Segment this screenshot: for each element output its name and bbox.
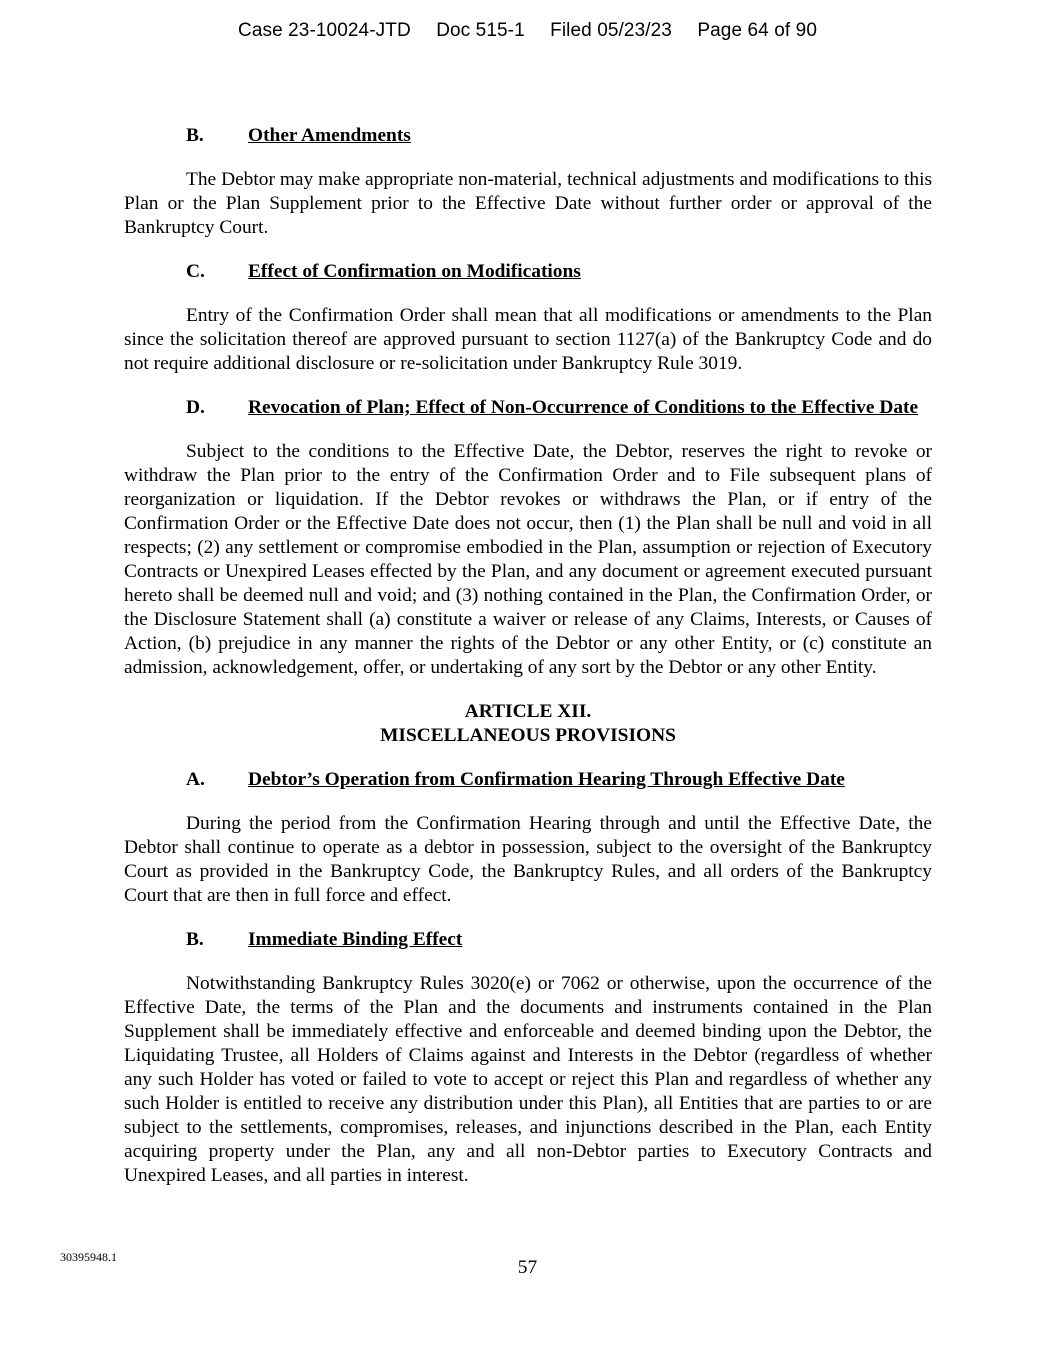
article-title: MISCELLANEOUS PROVISIONS: [380, 725, 676, 746]
section-title: Effect of Confirmation on Modifications: [248, 261, 581, 282]
article-number: ARTICLE XII.: [464, 701, 592, 722]
section-heading: [124, 396, 932, 420]
section-heading: [124, 124, 932, 148]
court-filing-header: [0, 20, 1055, 42]
page-number: 57: [517, 1257, 538, 1278]
case-number: Case 23-10024-JTD: [238, 20, 411, 41]
section-paragraph: Entry of the Confirmation Order shall mean that all modifications or amendments to the Plan since the solicitation thereof are approved pursuant to section 1127(a) of the Bankruptcy Code and do not require additional disclosure or re-solicitation under Bankruptcy Rule 3019.: [124, 305, 932, 374]
filed-date: Filed 05/23/23: [550, 20, 672, 41]
section-title: Immediate Binding Effect: [248, 929, 463, 950]
section-paragraph: Subject to the conditions to the Effective Date, the Debtor, reserves the right to revoke or withdraw the Plan prior to the entry of the Confirmation Order and to File subsequent plans of reorganization or liquidation. If the Debtor revokes or withdraws the Plan, or if entry of the Confirmation Order or the Effective Date does not occur, then (1) the Plan shall be null and void in all respects; (2) any settlement or compromise embodied in the Plan, assumption or rejection of Executory Contracts or Unexpired Leases effected by the Plan, and any document or agreement executed pursuant hereto shall be deemed null and void; and (3) nothing contained in the Plan, the Confirmation Order, or the Disclosure Statement shall (a) constitute a waiver or release of any Claims, Interests, or Causes of Action, (b) prejudice in any manner the rights of the Debtor or any other Entity, or (c) constitute an admission, acknowledgement, offer, or undertaking of any sort by the Debtor or any other Entity.: [124, 441, 932, 678]
section-paragraph: The Debtor may make appropriate non-material, technical adjustments and modifications to this Plan or the Plan Supplement prior to the Effective Date without further order or approval of the Bankruptcy Court.: [124, 169, 932, 238]
section-heading: [124, 260, 932, 284]
article-heading: [124, 700, 932, 748]
document-id: 30395948.1: [60, 1250, 117, 1264]
section-number: C.: [186, 261, 205, 282]
section-paragraph: Notwithstanding Bankruptcy Rules 3020(e) or 7062 or otherwise, upon the occurrence of the Effective Date, the terms of the Plan and the documents and instruments contained in the Plan Supplement shall be immediately effective and enforceable and deemed binding upon the Debtor, the Liquidating Trustee, all Holders of Claims against and Interests in the Debtor (regardless of whether any such Holder has voted or failed to vote to accept or reject this Plan and regardless of whether any such Holder is entitled to receive any distribution under this Plan), all Entities that are parties to or are subject to the settlements, compromises, releases, and injunctions described in the Plan, each Entity acquiring property under the Plan, any and all non-Debtor parties to Executory Contracts and Unexpired Leases, and all parties in interest.: [124, 973, 932, 1186]
section-number: A.: [186, 769, 205, 790]
section-title: Other Amendments: [248, 125, 411, 146]
section-title: Revocation of Plan; Effect of Non-Occurrence of Conditions to the Effective Date: [248, 397, 919, 418]
section-number: B.: [186, 929, 204, 950]
section-number: B.: [186, 125, 204, 146]
section-number: D.: [186, 397, 205, 418]
page-count: Page 64 of 90: [697, 20, 817, 41]
section-paragraph: During the period from the Confirmation Hearing through and until the Effective Date, the Debtor shall continue to operate as a debtor in possession, subject to the oversight of the Bankruptcy Court as provided in the Bankruptcy Code, the Bankruptcy Rules, and all orders of the Bankruptcy Court that are then in full force and effect.: [124, 813, 932, 906]
section-heading: [124, 768, 932, 792]
document-body: [124, 124, 932, 1208]
section-heading: [124, 928, 932, 952]
document-number: Doc 515-1: [436, 20, 525, 41]
section-title: Debtor’s Operation from Confirmation Hearing Through Effective Date: [248, 769, 845, 790]
